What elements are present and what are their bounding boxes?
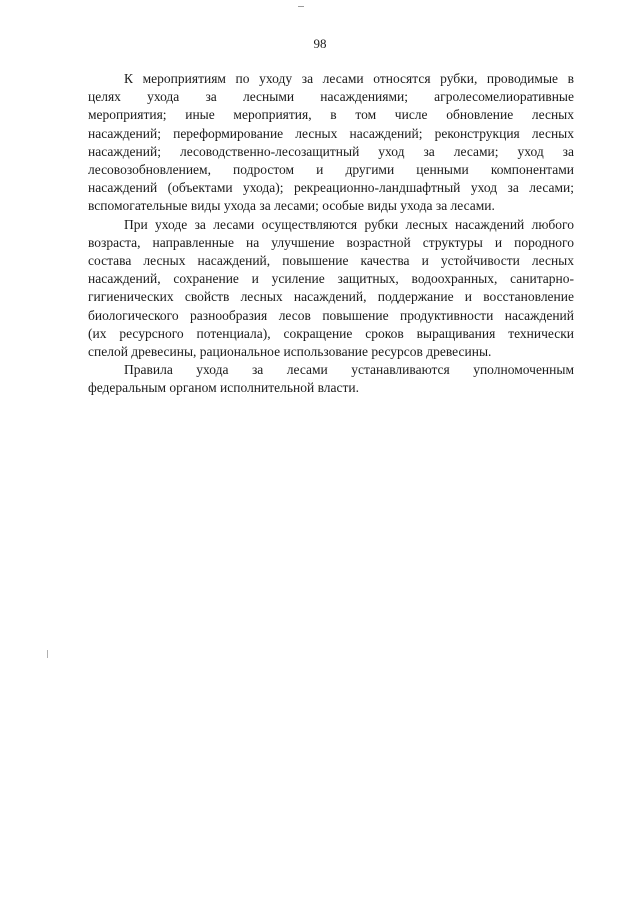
text-line: федеральным органом исполнительной власти.	[88, 380, 360, 396]
text-line: спелой древесины, рациональное использование ресурсов древесины.	[88, 344, 492, 360]
page-number: 98	[313, 36, 327, 51]
paragraph-felling-goals	[88, 216, 574, 362]
text-line: Правила ухода за лесами устанавливаются уполномоченным	[124, 362, 574, 378]
text-line: целях ухода за лесными насаждениями; агролесомелиоративные	[88, 89, 574, 105]
text-line: насаждений; переформирование лесных насаждений; реконструкция лесных	[88, 125, 574, 141]
scan-mark	[298, 6, 304, 7]
text-line: мероприятия; иные мероприятия, в том числе обновление лесных	[88, 107, 574, 123]
text-line: вспомогательные виды ухода за лесами; особые виды ухода за лесами.	[88, 198, 495, 214]
text-line: (их ресурсного потенциала), сокращение сроков выращивания технически	[88, 325, 574, 341]
text-line: состава лесных насаждений, повышение качества и устойчивости лесных	[88, 253, 574, 269]
text-line: гигиенических свойств лесных насаждений, поддержание и восстановление	[88, 289, 574, 305]
paragraph-rules	[88, 361, 574, 397]
text-line: лесовозобновлением, подростом и другими ценными компонентами	[88, 162, 574, 178]
text-line: насаждений (объектами ухода); рекреационно-ландшафтный уход за лесами;	[88, 180, 574, 196]
text-line: возраста, направленные на улучшение возрастной структуры и породного	[88, 234, 574, 250]
text-line: биологического разнообразия лесов повышение продуктивности насаждений	[88, 307, 574, 323]
text-line: При уходе за лесами осуществляются рубки лесных насаждений любого	[124, 216, 574, 232]
scan-mark	[47, 650, 48, 658]
paragraph-care-measures	[88, 70, 574, 216]
text-line: К мероприятиям по уходу за лесами относятся рубки, проводимые в	[124, 71, 574, 86]
text-line: насаждений; лесоводственно-лесозащитный уход за лесами; уход за	[88, 143, 574, 159]
text-line: насаждений, сохранение и усиление защитных, водоохранных, санитарно-	[88, 271, 574, 287]
document-body	[88, 70, 574, 398]
